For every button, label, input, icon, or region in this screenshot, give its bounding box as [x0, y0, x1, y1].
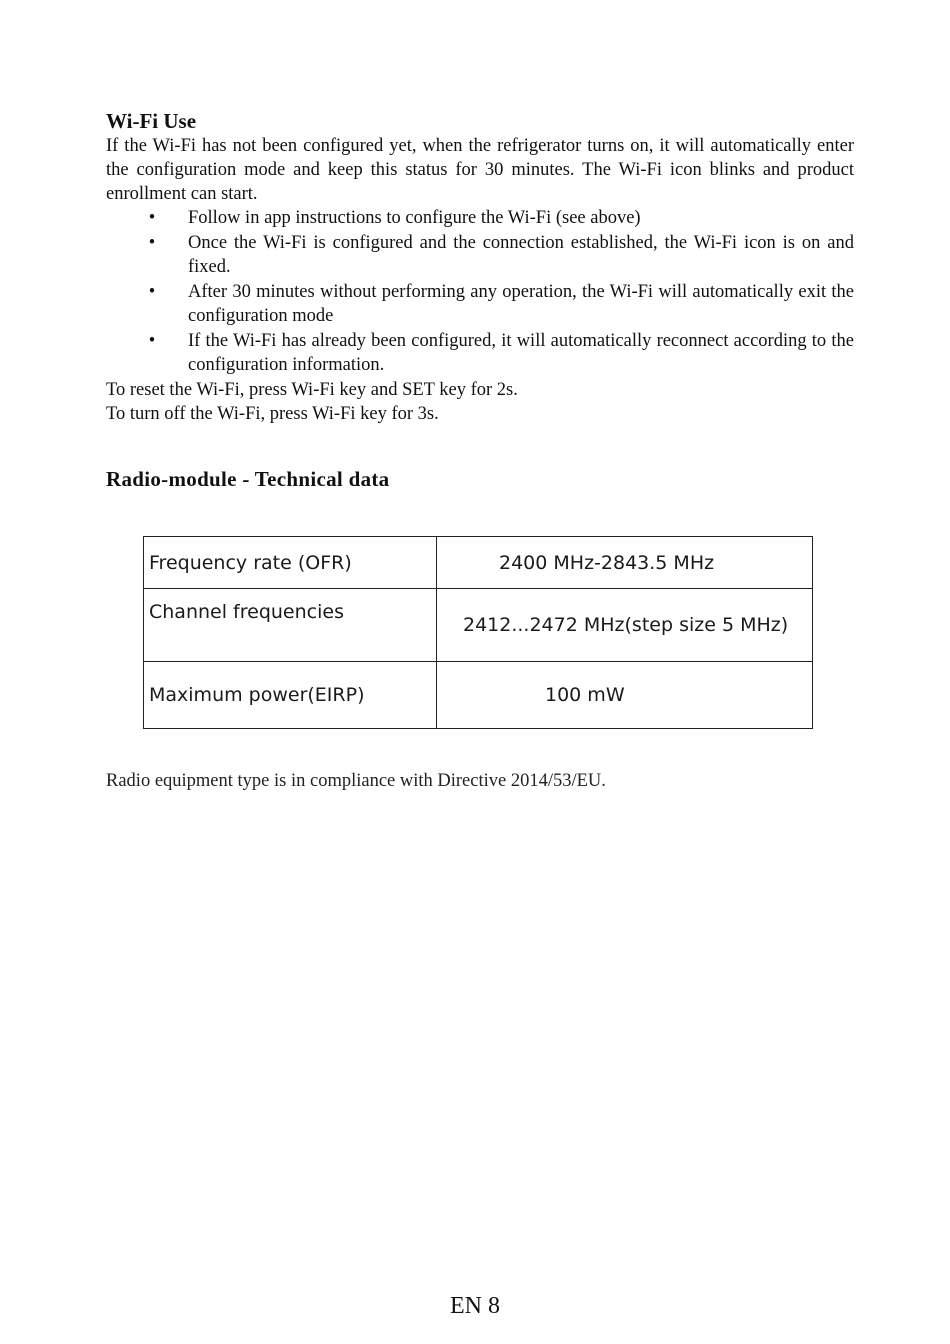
bullet-icon: • [148, 331, 156, 351]
list-item [106, 280, 854, 328]
channel-frequencies-value: 2412...2472 MHz(step size 5 MHz) [463, 614, 789, 636]
technical-data-table [143, 536, 813, 729]
list-item-text: After 30 minutes without performing any operation, the Wi-Fi will automatically exit the configuration mode [188, 282, 854, 326]
table-cell-label: Channel frequencies [144, 589, 437, 662]
page-content [106, 108, 854, 509]
frequency-rate-value: 2400 MHz-2843.5 MHz [499, 551, 715, 574]
table-cell-label: Maximum power(EIRP) [144, 662, 437, 729]
compliance-statement: Radio equipment type is in compliance with Directive 2014/53/EU. [106, 771, 606, 791]
list-item [106, 206, 854, 230]
list-item-text: Once the Wi-Fi is configured and the connection established, the Wi-Fi icon is on and fixed. [188, 233, 854, 277]
list-item [106, 329, 854, 377]
wifi-intro-paragraph: If the Wi-Fi has not been configured yet, when the refrigerator turns on, it will automatically enter the configuration mode and keep this status for 30 minutes. The Wi-Fi icon blinks and product enrollment can start. [106, 136, 854, 204]
wifi-section-title: Wi-Fi Use [106, 109, 197, 133]
maximum-power-value: 100 mW [545, 684, 625, 706]
bullet-icon: • [148, 282, 156, 302]
table-row [144, 589, 813, 662]
table-row [144, 537, 813, 589]
list-item [106, 231, 854, 279]
bullet-icon: • [148, 233, 156, 253]
table-cell-value [437, 537, 813, 589]
table-cell-value [437, 589, 813, 662]
table-row [144, 662, 813, 729]
wifi-turn-off-instruction: To turn off the Wi-Fi, press Wi-Fi key for 3s. [106, 404, 439, 424]
table-cell-value [437, 662, 813, 729]
bullet-icon: • [148, 208, 156, 228]
list-item-text: Follow in app instructions to configure the Wi-Fi (see above) [188, 208, 641, 228]
wifi-instructions-list [106, 206, 854, 377]
table-cell-label: Frequency rate (OFR) [144, 537, 437, 589]
page-number: EN 8 [450, 1293, 500, 1319]
wifi-reset-instruction: To reset the Wi-Fi, press Wi-Fi key and SET key for 2s. [106, 380, 518, 400]
list-item-text: If the Wi-Fi has already been configured, it will automatically reconnect according to the configuration information. [188, 331, 854, 375]
radio-section-title: Radio-module - Technical data [106, 467, 390, 491]
